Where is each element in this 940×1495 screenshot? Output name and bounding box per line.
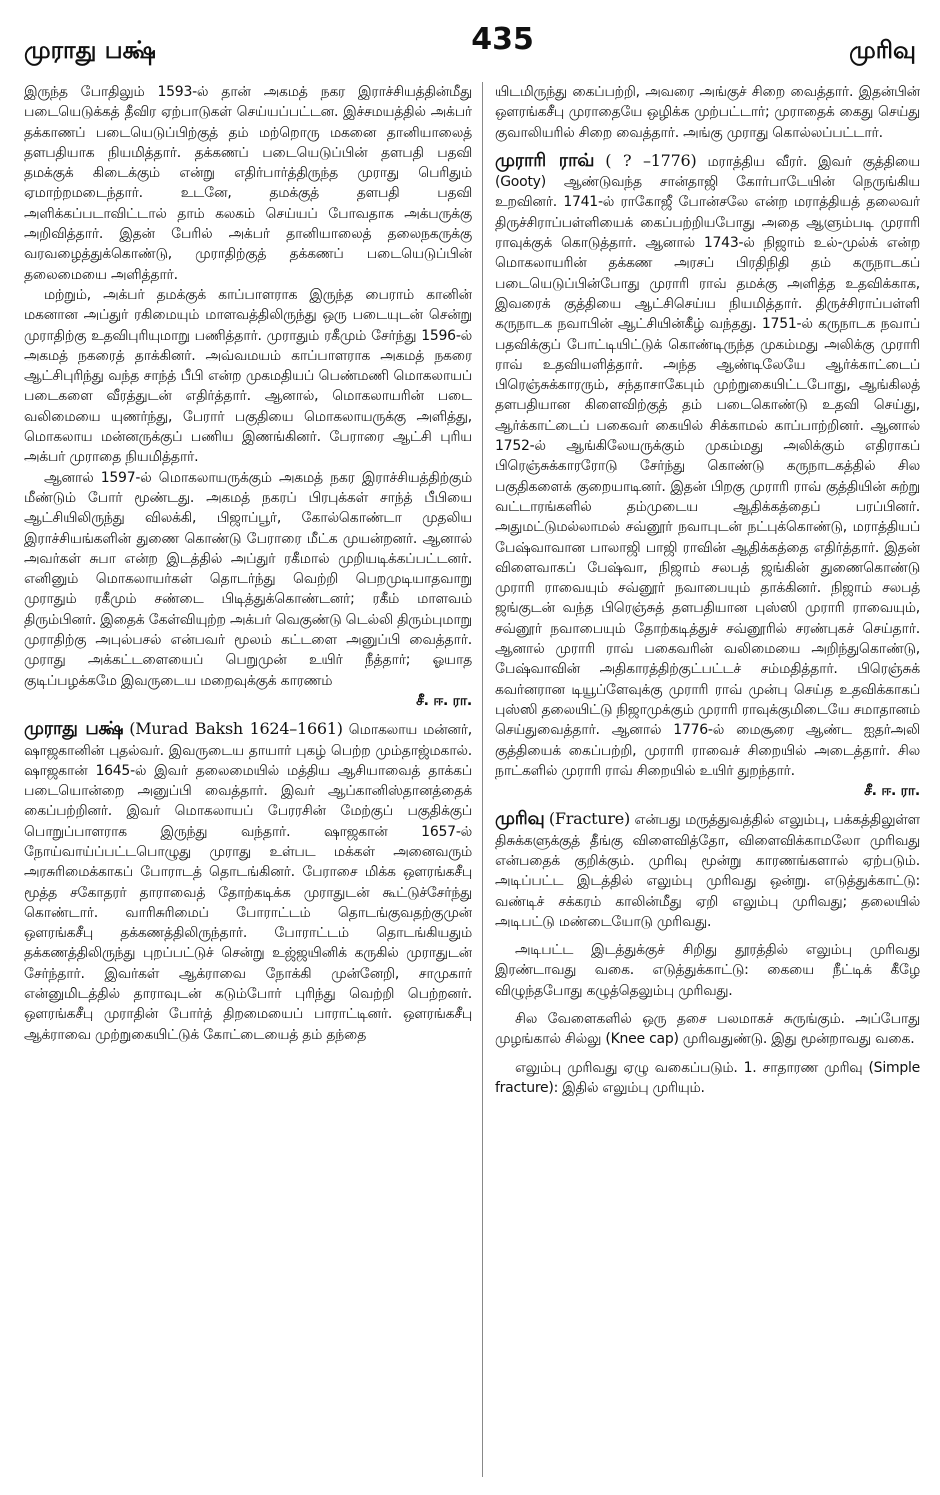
header-left-entry: முராது பக்ஷ் [24, 36, 156, 64]
spacer [495, 1050, 920, 1058]
running-head [24, 22, 916, 62]
entry-subtitle: (Murad Baksh 1624–1661) [129, 719, 343, 739]
entry-title: முராரி ராவ் [495, 149, 595, 171]
author-signature: சீ. ஈ. ரா. [864, 783, 920, 800]
entry-body: மராத்திய வீரர். இவர் குத்தியை (Gooty) ஆண்டுவந்த சான்தாஜி கோர்பாடேயின் நெருங்கிய உறவினர். 1741-ல் ராகோஜீ போன்சலே என்ற மராத்தியத் தலைவர் திருச்சிராப்பள்ளியைக் கைப்பற்றியபோது அதை ஆளும்படி முராரி ராவுக்குக் கொடுத்தார். ஆனால் 1743-ல் நிஜாம் உல்-முல்க் என்ற மொகலாயரின் தக்கண அரசப் பிரதிநிதி தம் கருநாடகப் படையெடுப்பின்போது முராரி ராவ் தமக்கு அளித்த உதவிக்காக, இவரைக் குத்தியை ஆட்சிசெய்ய நியமித்தார். திருச்சிராப்பள்ளி கருநாடக நவாபின் ஆட்சியின்கீழ் வந்தது. 1751-ல் கருநாடக நவாப் பதவிக்குப் போட்டியிட்டுக் கொண்டிருந்த முகம்மது அலிக்கு முராரி ராவ் உதவியளித்தார். அந்த ஆண்டிலேயே ஆர்க்காட்டைப் பிரெஞ்சுக்காரரும், சந்தாசாகேபும் முற்றுகையிட்டபோது, ஆங்கிலத் தளபதியான கிளைவிற்குத் தம் படைகொண்டு உதவி செய்து, ஆர்க்காட்டைப் பகைவர் கையில் சிக்காமல் காப்பாற்றினர். ஆனால் 1752-ல் ஆங்கிலேயருக்கும் முகம்மது அலிக்கும் எதிராகப் பிரெஞ்சுக்காரரோடு சேர்ந்து கொண்டு கருநாடகத்தில் சில பகுதிகளைக் குறையாடினர். இதன் பிறகு முராரி ராவ் குத்தியின் சுற்று வட்டாரங்களில் தம்முடைய ஆதிக்கத்தைப் பரப்பினர். அதுமட்டுமல்லாமல் சவ்னூர் நவாபுடன் நட்புக்கொண்டு, மராத்தியப் பேஷ்வாவான பாலாஜி பாஜி ராவின் ஆதிக்கத்தை எதிர்த்தார். இதன் விளைவாகப் பேஷ்வா, நிஜாம் சலபத் ஜங்கின் துணைகொண்டு முராரி ராவையும் சவ்னூர் நவாபையும் தாக்கினர். நிஜாம் சலபத் ஜங்குடன் வந்த பிரெஞ்சுத் தளபதியான புஸ்ஸி முராரி ராவையும், சவ்னூர் நவாபையும் தோற்கடித்துச் சவ்னூரில் சரண்புகச் செய்தார். ஆனால் முராரி ராவ் பகைவரின் வலிமையை அறிந்துகொண்டு, பேஷ்வாவின் அதிகாரத்திற்குட்பட்டச் சம்மதித்தார். பிரெஞ்சுக் கவர்னரான டியூப்ளேவுக்கு முராரி ராவ் முன்பு செய்த உதவிக்காகப் புஸ்ஸி தலையிட்டு நிஜாமுக்கும் முராரி ராவுக்குமிடையே சமாதானம் செய்துவைத்தார். ஆனால் 1776-ல் மைசூரை ஆண்ட ஐதர்அலி குத்தியைக் கைப்பற்றி, முராரி ராவைச் சிறையில் அடைத்தார். சில நாட்களில் முராரி ராவ் சிறையில் உயிர் துறந்தார். [495, 153, 920, 779]
entry-title: முரிவு [495, 808, 545, 830]
entry-subtitle: ( ? –1776) [605, 150, 697, 170]
right-column [495, 82, 920, 1477]
fracture-paragraph-4: எலும்பு முரிவது ஏழு வகைப்படும். 1. சாதாரண முரிவு (Simple fracture): இதில் எலும்பு முரியும். [495, 1059, 920, 1096]
murad-paragraph-2: மற்றும், அக்பர் தமக்குக் காப்பாளராக இருந்த பைராம் கானின் மகனான அப்துர் ரகிமையும் மாளவத்திலிருந்து ஒரு படையுடன் சென்று முராதிற்கு உதவிபுரியுமாறு பணித்தார். முராதும் ரகீமும் சேர்ந்து 1596-ல் அகமத் நகரைத் தாக்கினர். அவ்வமயம் காப்பாளராக அகமத் நகரை ஆட்சிபுரிந்து வந்த சாந்த் பீபி என்ற முகமதியப் பெண்மணி மொகலாயப் படைகளை வீரத்துடன் எதிர்த்தார். ஆனால், மொகலாயரின் படை வலிமையை யுணர்ந்து, பேரார் பகுதியை மொகலாயருக்கு அளித்து, மொகலாய மன்னருக்குப் பணிய இணங்கினர். பேராரை ஆட்சி புரிய அக்பர் முராதை நியமித்தார். [24, 286, 472, 466]
header-right-entry: முரிவு [849, 36, 916, 64]
page-number: 435 [471, 22, 534, 57]
entry-subtitle: (Fracture) [548, 809, 631, 829]
fracture-paragraph-2: அடிபட்ட இடத்துக்குச் சிறிது தூரத்தில் எலும்பு முரிவது இரண்டாவது வகை. எடுத்துக்காட்டு: கையை நீட்டிக் கீழே விழுந்தபோது கழுத்தெலும்பு முரிவது. [495, 942, 920, 999]
left-column [24, 82, 472, 1477]
spacer [495, 1001, 920, 1009]
murad-continuation: யிடமிருந்து கைப்பற்றி, அவரை அங்குச் சிறை வைத்தார். இதன்பின் ஔரங்கசீபு முராதையே ஒழிக்க முற்பட்டார்; முராதைக் கைது செய்து குவாலியரில் சிறை வைத்தார். அங்கு முராது கொல்லப்பட்டார். [495, 84, 920, 141]
fracture-paragraph-3: சில வேளைகளில் ஒரு தசை பலமாகச் சுருங்கும். அப்போது முழங்கால் சில்லு (Knee cap) முரிவதுண்டு. இது மூன்றாவது வகை. [495, 1011, 920, 1048]
entry-murivu [495, 809, 920, 932]
spacer [495, 932, 920, 940]
column-divider [482, 82, 483, 1477]
entry-murad-baksh [24, 719, 472, 1045]
entry-body: என்பது மருத்துவத்தில் எலும்பு, பக்கத்திலுள்ள திசுக்களுக்குத் தீங்கு விளைவித்தோ, விளைவிக்காமலோ முரிவது என்பதைக் குறிக்கும். முரிவு மூன்று காரணங்களால் ஏற்படும். அடிப்பட்ட இடத்தில் எலும்பு முரிவது ஒன்று. எடுத்துக்காட்டு: வண்டிச் சக்கரம் காலின்மீது ஏறி எலும்பு முரிவது; தலையில் அடிபட்டு மண்டையோடு முரிவது. [495, 812, 920, 930]
murad-paragraph-1: இருந்த போதிலும் 1593-ல் தான் அகமத் நகர இராச்சியத்தின்மீது படையெடுக்கத் தீவிர ஏற்பாடுகள் செய்யப்பட்டன. இச்சமயத்தில் அக்பர் தக்காணப் படையெடுப்பிற்குத் தம் மற்றொரு மகனை தானியாலைத் தளபதியாக நியமித்தார். தக்கணப் படையெடுப்பின் தளபதி பதவி தமக்குக் கிடைக்கும் என்று எதிர்பார்த்திருந்த முராது பெரிதும் ஏமாற்றமடைந்தார். உடனே, தமக்குத் தளபதி பதவி அளிக்கப்படாவிட்டால் தாம் கலகம் செய்யப் போவதாக அக்பருக்கு அறிவித்தார். இதன் பேரில் அக்பர் தானியாலைத் தலைநகருக்கு வரவழைத்துக்கொண்டு, முராதிற்குத் தக்கணப் படையெடுப்பின் தலைமையை அளித்தார். [24, 84, 472, 283]
entry-body: மொகலாய மன்னர், ஷாஜகானின் புதல்வர். இவருடைய தாயார் புகழ் பெற்ற மும்தாஜ்மகால். ஷாஜகான் 1645-ல் இவர் தலைமையில் மத்திய ஆசியாவைத் தாக்கப் படையொன்றை அனுப்பி வைத்தார். இவர் ஆப்கானிஸ்தானத்தைக் கைப்பற்றினர். இவர் மொகலாயப் பேரரசின் மேற்குப் பகுதிக்குப் பொறுப்பாளராக இருந்து வந்தார். ஷாஜகான் 1657-ல் நோய்வாய்ப்பட்டபொழுது முராது உள்பட மக்கள் அனைவரும் அரசுரிமைக்காகப் போராடத் தொடங்கினர். பேராசை மிக்க ஔரங்கசீபு மூத்த சகோதரர் தாராவைத் தோற்கடிக்க முராதுடன் கூட்டுச்சேர்ந்து கொண்டார். வாரிசுரிமைப் போராட்டம் தொடங்குவதற்குமுன் ஔரங்கசீபு தக்கணத்திலிருந்தார். போராட்டம் தொடங்கியதும் தக்கணத்திலிருந்து புறப்பட்டுச் சென்று உஜ்ஜயினிக் கருகில் முராதுடன் சேர்ந்தார். இவர்கள் ஆக்ராவை நோக்கி முன்னேறி, சாமுகார் என்னுமிடத்தில் தாராவுடன் கடும்போர் புரிந்து வெற்றி பெற்றனர். ஔரங்கசீபு முராதின் போர்த் திறமையைப் பாராட்டினர். ஔரங்கசீபு ஆக்ராவை முற்றுகையிட்டுக் கோட்டையைத் தம் தந்தை [24, 722, 472, 1043]
entry-title: முராது பக்ஷ் [24, 718, 124, 740]
murad-paragraph-3: ஆனால் 1597-ல் மொகலாயருக்கும் அகமத் நகர இராச்சியத்திற்கும் மீண்டும் போர் மூண்டது. அகமத் நகரப் பிரபுக்கள் சாந்த் பீபியை ஆட்சியிலிருந்து விலக்கி, பிஜாப்பூர், கோல்கொண்டா முதலிய இராச்சியங்களின் துணை கொண்டு பேராரை மீட்க முயன்றனர். ஆனால் அவர்கள் சுபா என்ற இடத்தில் அப்துர் ரகீமால் முறியடிக்கப்பட்டனர். எனினும் மொகலாயர்கள் தொடர்ந்து வெற்றி பெறமுடியாதவாறு முராதும் ரகீமும் சண்டை பிடித்துக்கொண்டனர்; ரகீம் மாளவம் திரும்பினர். இதைக் கேள்வியுற்ற அக்பர் வெகுண்டு டெல்லி திரும்புமாறு முராதிற்கு அபுல்பசல் என்பவர் மூலம் கட்டளை அனுப்பி வைத்தார். முராது அக்கட்டளையைப் பெறுமுன் உயிர் நீத்தார்; ஓயாத குடிப்பழக்கமே இவருடைய மறைவுக்குக் காரணம் [24, 469, 472, 689]
author-signature: சீ. ஈ. ரா. [416, 692, 472, 709]
entry-murari-rao [495, 151, 920, 781]
